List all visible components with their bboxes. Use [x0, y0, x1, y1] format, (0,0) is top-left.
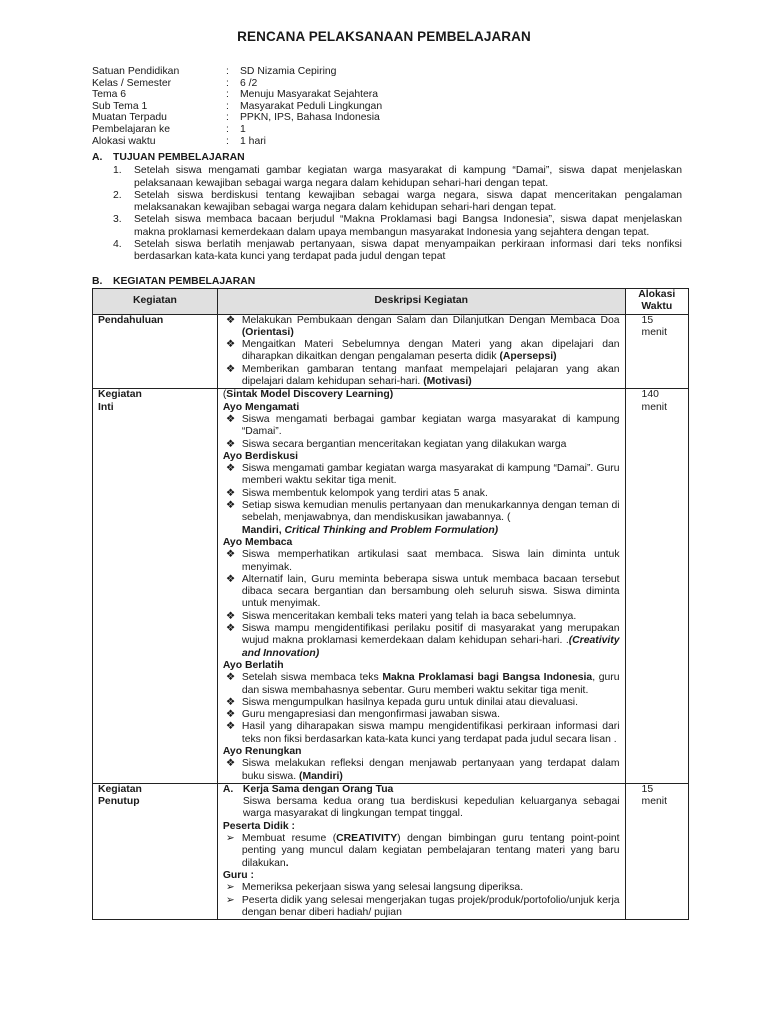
identity-row: [92, 89, 692, 101]
table-row-inti: [93, 389, 689, 784]
objective-text: Setelah siswa membaca bacaan berjudul “Makna Proklamasi bagi Bangsa Indonesia”, siswa dapat menjelaskan makna proklamasi kemerdekaan dalam upaya membangun masyarakat Indonesia yang sejahtera dengan tepat.: [134, 214, 682, 238]
diamond-bullet-icon: ❖: [225, 623, 236, 635]
identity-value: Masyarakat Peduli Lingkungan: [240, 100, 383, 112]
objective-text: Setelah siswa berlatih menjawab pertanyaan, siswa dapat menyampaikan perkiraan informasi dari teks nonfiksi berdasarkan kata-kata kunci yang terdapat pada judul dengan tepat: [134, 239, 682, 263]
row-description: [217, 783, 625, 919]
objective-item: [92, 214, 682, 239]
diamond-bullet-icon: ❖: [225, 672, 236, 684]
list-item-text: Alternatif lain, Guru meminta beberapa siswa untuk membaca bacaan tersebut dibaca secara bergantian dan bersambung oleh seluruh siswa. Siswa diminta untuk menyimak.: [241, 573, 620, 610]
list-item: [223, 833, 620, 870]
list-item: [223, 500, 620, 537]
subheading-membaca: Ayo Membaca: [222, 536, 293, 548]
objective-text: Setelah siswa mengamati gambar kegiatan warga masyarakat di kampung “Damai”, siswa dapat menjelaskan pelaksanaan kewajiban sebagai warga negara dalam kehidupan sehari-hari dengan tepat.: [134, 165, 682, 189]
list-item: [223, 414, 620, 439]
section-letter: B.: [92, 276, 103, 287]
diamond-bullet-icon: ❖: [225, 709, 236, 721]
arrow-bullet-icon: ➢: [225, 894, 235, 906]
arrow-bullet-icon: ➢: [225, 882, 235, 894]
identity-colon: :: [226, 89, 229, 101]
list-item-text: Siswa secara bergantian menceritakan kegiatan yang dilakukan warga: [241, 438, 567, 450]
allocation-unit: menit: [641, 796, 667, 808]
diamond-bullet-icon: ❖: [225, 610, 236, 622]
objective-number: 1.: [113, 165, 122, 177]
objective-list: [92, 165, 682, 263]
subheading-peserta-didik: Peserta Didik :: [222, 820, 295, 832]
objective-number: 3.: [113, 214, 122, 226]
row-description: [217, 389, 625, 784]
identity-label: Satuan Pendidikan: [92, 66, 180, 77]
section-title: TUJUAN PEMBELAJARAN: [113, 152, 245, 163]
subheading-berlatih: Ayo Berlatih: [222, 659, 284, 671]
diamond-bullet-icon: ❖: [225, 339, 236, 351]
list-item: [223, 488, 620, 500]
diamond-bullet-icon: ❖: [225, 463, 236, 475]
allocation-value: 15: [641, 314, 654, 326]
list-item-text: Peserta didik yang selesai mengerjakan tugas projek/produk/portofolio/unjuk kerja dengan benar diberi hadiah/ pujian: [241, 894, 620, 918]
identity-value: SD Nizamia Cepiring: [240, 66, 337, 77]
row-label-line: Inti: [98, 401, 114, 413]
diamond-bullet-icon: ❖: [225, 314, 236, 326]
arrow-bullet-icon: ➢: [225, 833, 235, 845]
identity-colon: :: [226, 77, 229, 89]
subheading-berdiskusi: Ayo Berdiskusi: [222, 450, 299, 462]
identity-value: 6 /2: [240, 77, 258, 89]
identity-row: [92, 112, 692, 124]
identity-colon: :: [226, 112, 229, 124]
diamond-bullet-icon: ❖: [225, 696, 236, 708]
section-tujuan: [92, 152, 682, 264]
list-item-text: Siswa melakukan refleksi dengan menjawab pertanyaan yang terdapat dalam buku siswa. (Mandiri): [241, 758, 620, 782]
list-item-text: Siswa membentuk kelompok yang terdiri atas 5 anak.: [241, 487, 488, 499]
list-item-text: Guru mengapresiasi dan mengonfirmasi jawaban siswa.: [241, 709, 500, 721]
objective-number: 4.: [113, 239, 122, 251]
sintak-line: (Sintak Model Discovery Learning): [222, 389, 394, 401]
diamond-bullet-icon: ❖: [225, 573, 236, 585]
identity-row: [92, 124, 692, 136]
objective-text: Setelah siswa berdiskusi tentang kewajiban sebagai warga negara, siswa dapat menceritakan pengalaman melaksanakan kewajiban sebagai warga negara dalam kehidupan sehari-hari dengan tepat.: [134, 189, 682, 214]
header-alokasi-line: Waktu: [641, 301, 673, 313]
identity-row: [92, 78, 692, 90]
list-item: [223, 895, 620, 920]
identity-label: Alokasi waktu: [92, 135, 156, 147]
list-item-text: Siswa mengamati berbagai gambar kegiatan warga masyarakat di kampung “Damai”.: [241, 413, 620, 438]
objective-item: [92, 190, 682, 215]
list-item-text: Setiap siswa kemudian menulis pertanyaan dan menukarkannya dengan teman di sebelah, menjawabnya, dan mendiskusikan jawabannya. ( Mandiri, Critical Thinking and Problem Formulation): [241, 500, 620, 536]
header-kegiatan: Kegiatan: [93, 289, 218, 315]
objective-item: [92, 165, 682, 190]
list-item: [223, 623, 620, 660]
row-label-line: Kegiatan: [98, 389, 142, 401]
allocation-value: 15: [641, 783, 654, 795]
header-deskripsi: Deskripsi Kegiatan: [217, 289, 625, 315]
list-item: [223, 315, 620, 340]
table-row-pendahuluan: [93, 314, 689, 389]
list-item-text: Setelah siswa membaca teks Makna Proklamasi bagi Bangsa Indonesia, guru dan siswa membahasnya sebentar. Guru memberi waktu sekitar tiga menit.: [241, 672, 620, 696]
subheading-kerja-sama: A. Kerja Sama dengan Orang Tua: [222, 783, 394, 795]
diamond-bullet-icon: ❖: [225, 721, 236, 733]
identity-row: [92, 136, 692, 148]
row-label-line: Penutup: [98, 796, 140, 808]
list-item: [223, 721, 620, 746]
diamond-bullet-icon: ❖: [225, 500, 236, 512]
identity-colon: :: [226, 123, 229, 135]
row-label: [93, 389, 218, 784]
list-item-text: Hasil yang diharapakan siswa mampu mengidentifikasi perkiraan informasi dari teks non fiksi berdasarkan kata-kata kunci yang terdapat pada judul secara lisan .: [241, 721, 620, 745]
identity-block: [92, 66, 692, 147]
section-kegiatan-heading: [92, 276, 255, 288]
identity-colon: :: [226, 66, 229, 77]
list-item-text: Membuat resume (CREATIVITY) dengan bimbingan guru tentang point-point penting yang muncul dalam kegiatan pembelajaran tentang materi yang baru dilakukan.: [241, 833, 620, 869]
identity-value: PPKN, IPS, Bahasa Indonesia: [240, 112, 380, 124]
list-item-text: Siswa memperhatikan artikulasi saat membaca. Siswa lain diminta untuk menyimak.: [241, 549, 620, 573]
page-title: RENCANA PELAKSANAAN PEMBELAJARAN: [237, 29, 531, 44]
list-item: [223, 697, 620, 709]
list-item-text: Siswa mengamati gambar kegiatan warga masyarakat di kampung “Damai”. Guru memberi waktu sekitar tiga menit.: [241, 463, 620, 487]
list-item-text: Memeriksa pekerjaan siswa yang selesai langsung diperiksa.: [241, 882, 524, 894]
identity-colon: :: [226, 135, 229, 147]
identity-row: [92, 66, 692, 78]
list-item: [223, 339, 620, 364]
diamond-bullet-icon: ❖: [225, 413, 236, 425]
list-item: [223, 611, 620, 623]
list-item-text: Melakukan Pembukaan dengan Salam dan Dilanjutkan Dengan Membaca Doa (Orientasi): [241, 314, 620, 338]
identity-label: Pembelajaran ke: [92, 123, 170, 135]
identity-value: 1 hari: [240, 135, 266, 147]
identity-label: Kelas / Semester: [92, 77, 172, 89]
identity-value: 1: [240, 123, 246, 135]
section-letter: A.: [92, 152, 103, 163]
list-item: [223, 463, 620, 488]
objective-number: 2.: [113, 189, 122, 201]
subheading-renungkan: Ayo Renungkan: [222, 745, 302, 757]
list-item-text: Memberikan gambaran tentang manfaat mempelajari pelajaran yang akan dipelajari dalam kehidupan sehari-hari. (Motivasi): [241, 363, 620, 388]
identity-row: [92, 101, 692, 113]
table-header-row: [93, 289, 689, 315]
row-allocation: [625, 314, 688, 389]
identity-value: Menuju Masyarakat Sejahtera: [240, 89, 379, 101]
diamond-bullet-icon: ❖: [225, 549, 236, 561]
list-item: [223, 549, 620, 574]
diamond-bullet-icon: ❖: [225, 758, 236, 770]
header-alokasi-line: Alokasi: [638, 289, 676, 300]
list-item: [223, 758, 620, 783]
list-item-text: Siswa menceritakan kembali teks materi yang telah ia baca sebelumnya.: [241, 610, 577, 622]
list-item: [223, 364, 620, 389]
row-label: Pendahuluan: [93, 314, 218, 389]
row-allocation: [625, 783, 688, 919]
diamond-bullet-icon: ❖: [225, 438, 236, 450]
subheading-mengamati: Ayo Mengamati: [222, 401, 300, 413]
section-title: KEGIATAN PEMBELAJARAN: [113, 276, 256, 287]
kerja-sama-text: Siswa bersama kedua orang tua berdiskusi kepedulian keluarganya sebagai warga masyarakat di lingkungan tempat tinggal.: [242, 796, 620, 820]
list-item-text: Siswa mampu mengidentifikasi perilaku positif di masyarakat yang merupakan wujud makna proklamasi kemerdekaan dalam kehidupan sehari-hari. .(Creativity and Innovation): [241, 623, 620, 659]
identity-label: Muatan Terpadu: [92, 112, 167, 124]
allocation-unit: menit: [641, 326, 667, 338]
identity-label: Tema 6: [92, 89, 127, 101]
list-item-text: Mengaitkan Materi Sebelumnya dengan Materi yang akan dipelajari dan diharapkan dikaitkan dengan pengalaman peserta didik (Apersepsi): [241, 339, 620, 363]
activity-table: [92, 288, 689, 920]
allocation-value: 140: [641, 389, 659, 401]
list-item: [223, 574, 620, 611]
allocation-unit: menit: [641, 401, 667, 413]
row-allocation: [625, 389, 688, 784]
section-heading: [92, 152, 682, 164]
diamond-bullet-icon: ❖: [225, 363, 236, 375]
list-item: [223, 882, 620, 894]
list-item: [223, 672, 620, 697]
list-item: [223, 439, 620, 451]
identity-label: Sub Tema 1: [92, 100, 148, 112]
list-item-text: Siswa mengumpulkan hasilnya kepada guru untuk dinilai atau dievaluasi.: [241, 696, 578, 708]
row-description: [217, 314, 625, 389]
identity-colon: :: [226, 100, 229, 112]
row-label: [93, 783, 218, 919]
subheading-guru: Guru :: [222, 869, 254, 881]
list-item: [223, 709, 620, 721]
diamond-bullet-icon: ❖: [225, 487, 236, 499]
objective-item: [92, 239, 682, 264]
header-alokasi: [625, 289, 688, 315]
table-row-penutup: [93, 783, 689, 919]
row-label-line: Kegiatan: [98, 783, 142, 795]
